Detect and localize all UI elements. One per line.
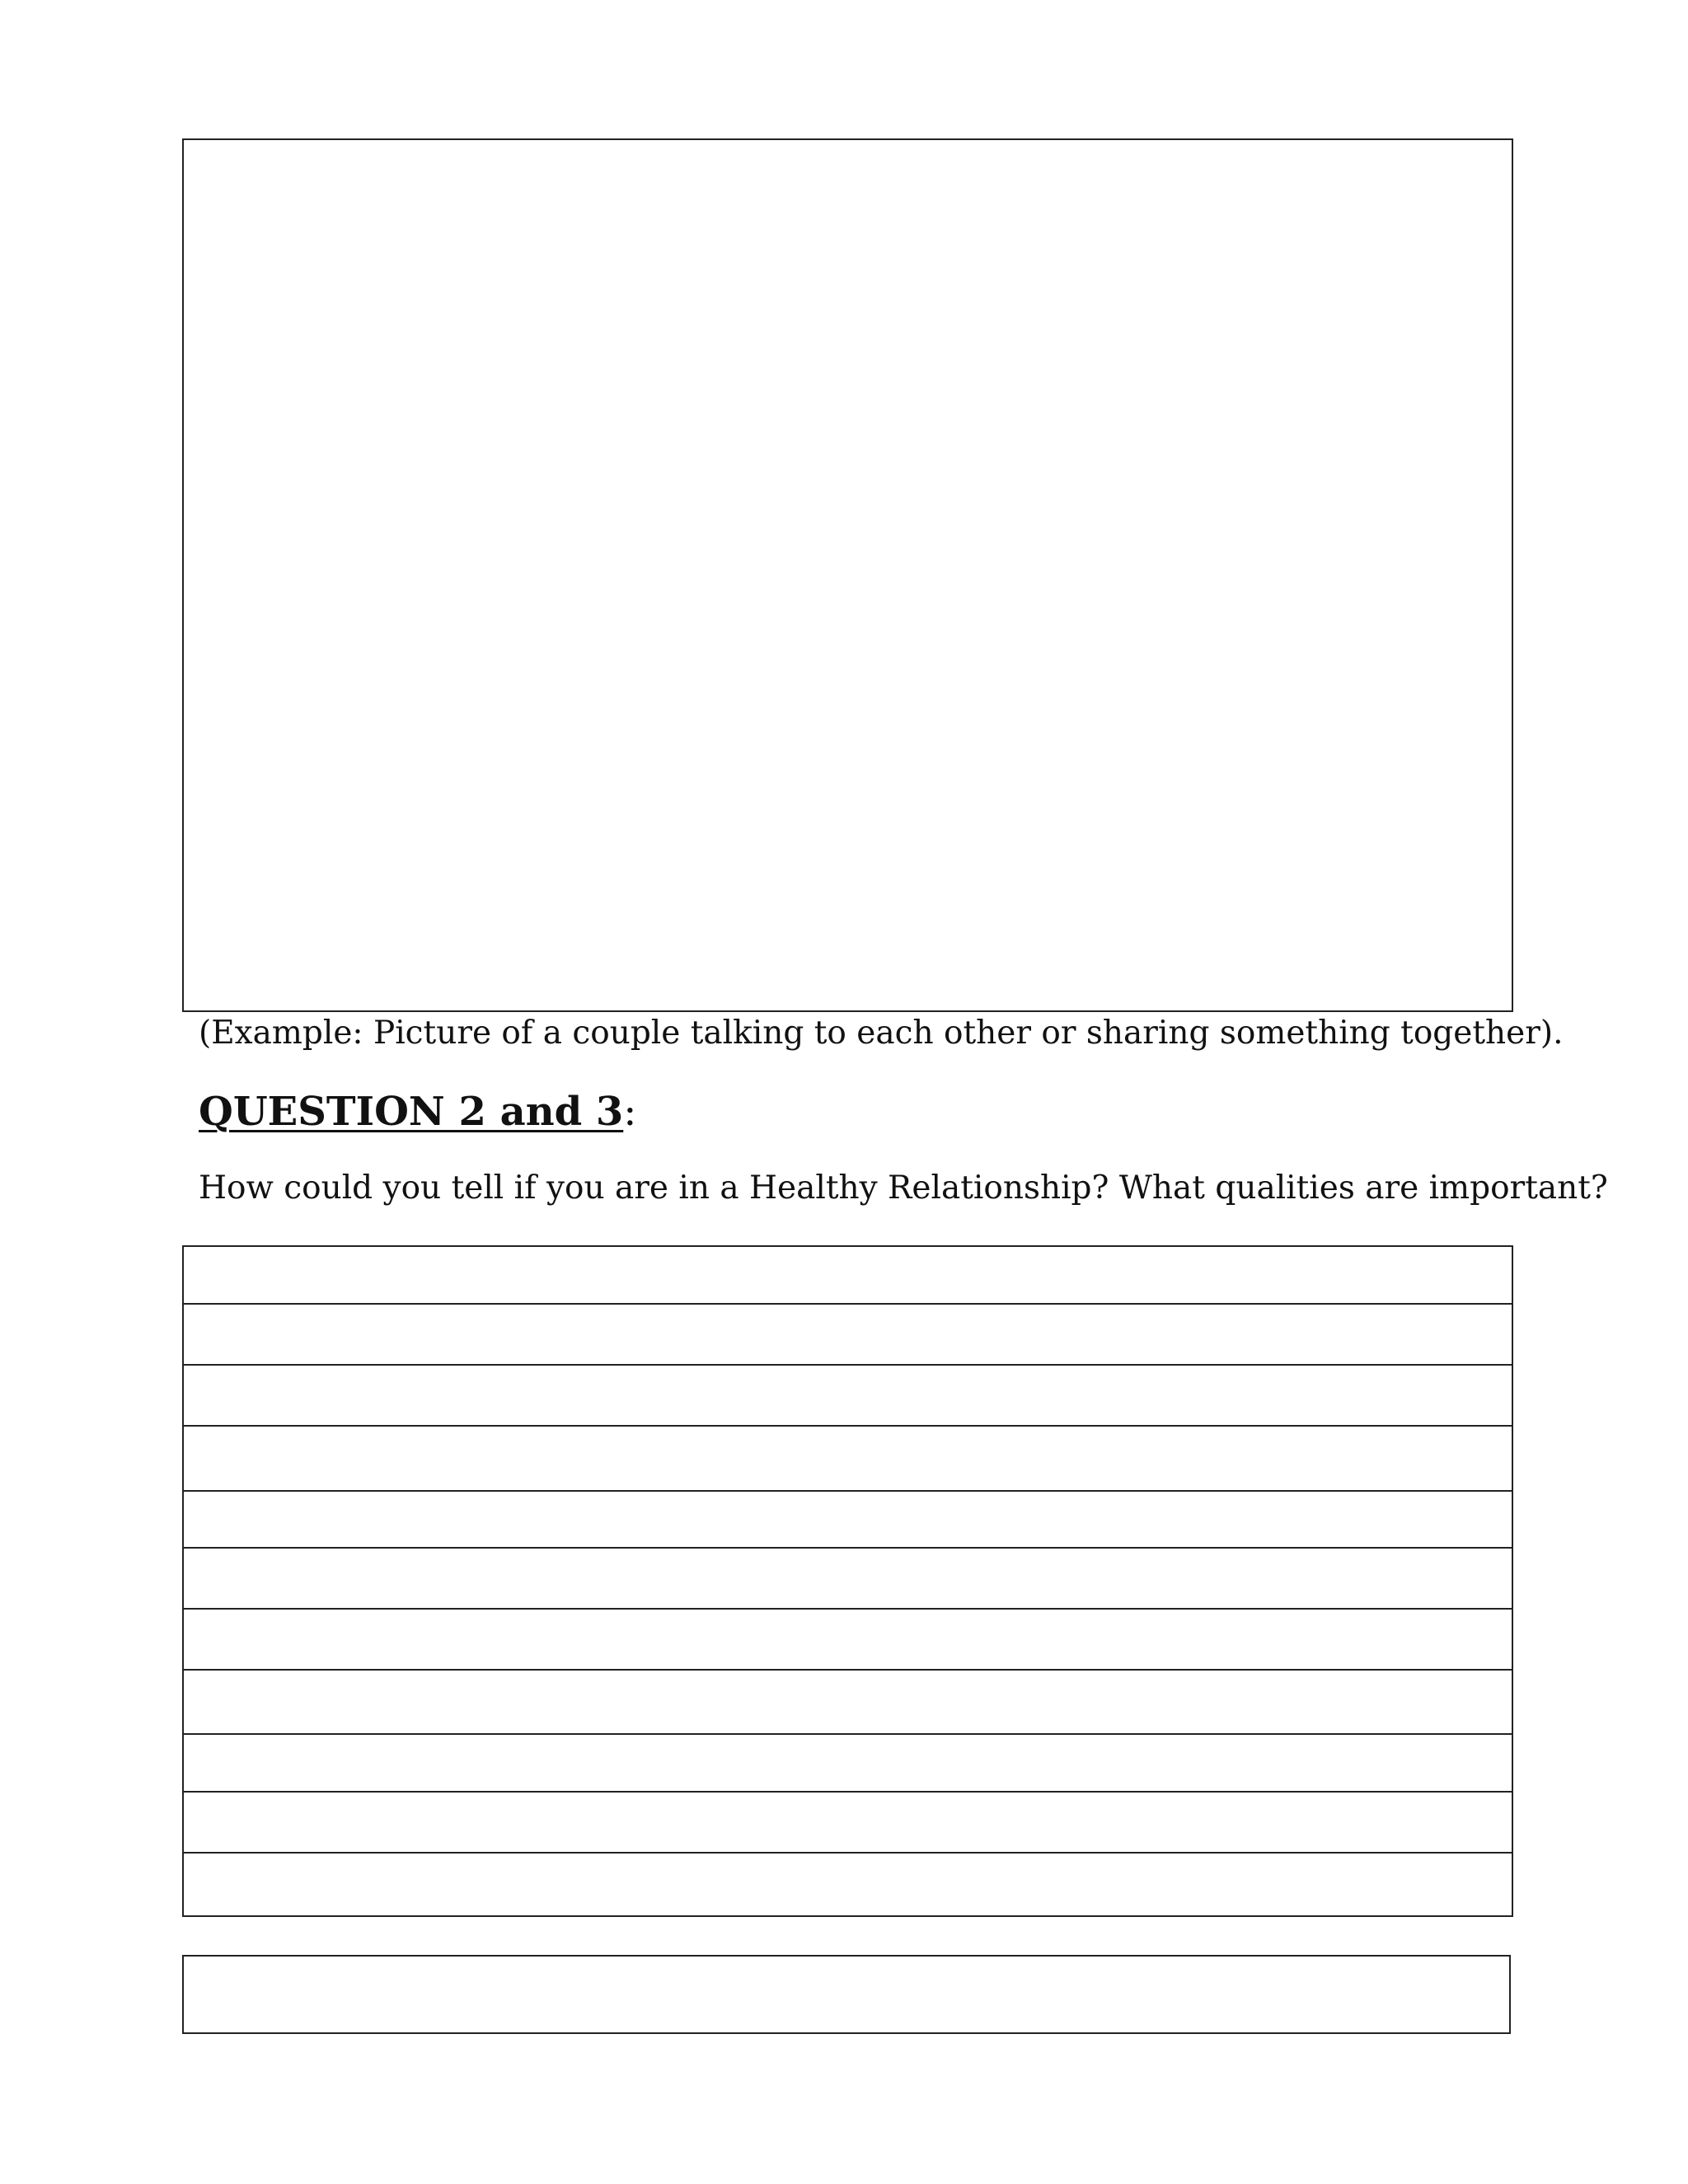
- bottom-answer-box[interactable]: [182, 1955, 1511, 2034]
- answer-line-divider: [184, 1490, 1512, 1492]
- answer-line-divider: [184, 1547, 1512, 1549]
- answer-lines-box[interactable]: [182, 1245, 1513, 1917]
- answer-line-divider: [184, 1791, 1512, 1793]
- answer-line-divider: [184, 1669, 1512, 1671]
- answer-line-divider: [184, 1303, 1512, 1305]
- answer-line-divider: [184, 1852, 1512, 1854]
- answer-line-divider: [184, 1425, 1512, 1427]
- question-heading-text: QUESTION 2 and 3: [199, 1089, 624, 1135]
- question-heading: [199, 1086, 636, 1137]
- question-prompt: How could you tell if you are in a Healthy Relationship? What qualities are important?: [199, 1169, 1608, 1207]
- picture-caption: (Example: Picture of a couple talking to each other or sharing something together).: [199, 1015, 1564, 1052]
- picture-drawing-box[interactable]: [182, 138, 1513, 1012]
- answer-line-divider: [184, 1608, 1512, 1610]
- answer-line-divider: [184, 1733, 1512, 1735]
- answer-line-divider: [184, 1364, 1512, 1366]
- question-heading-colon: :: [623, 1089, 637, 1135]
